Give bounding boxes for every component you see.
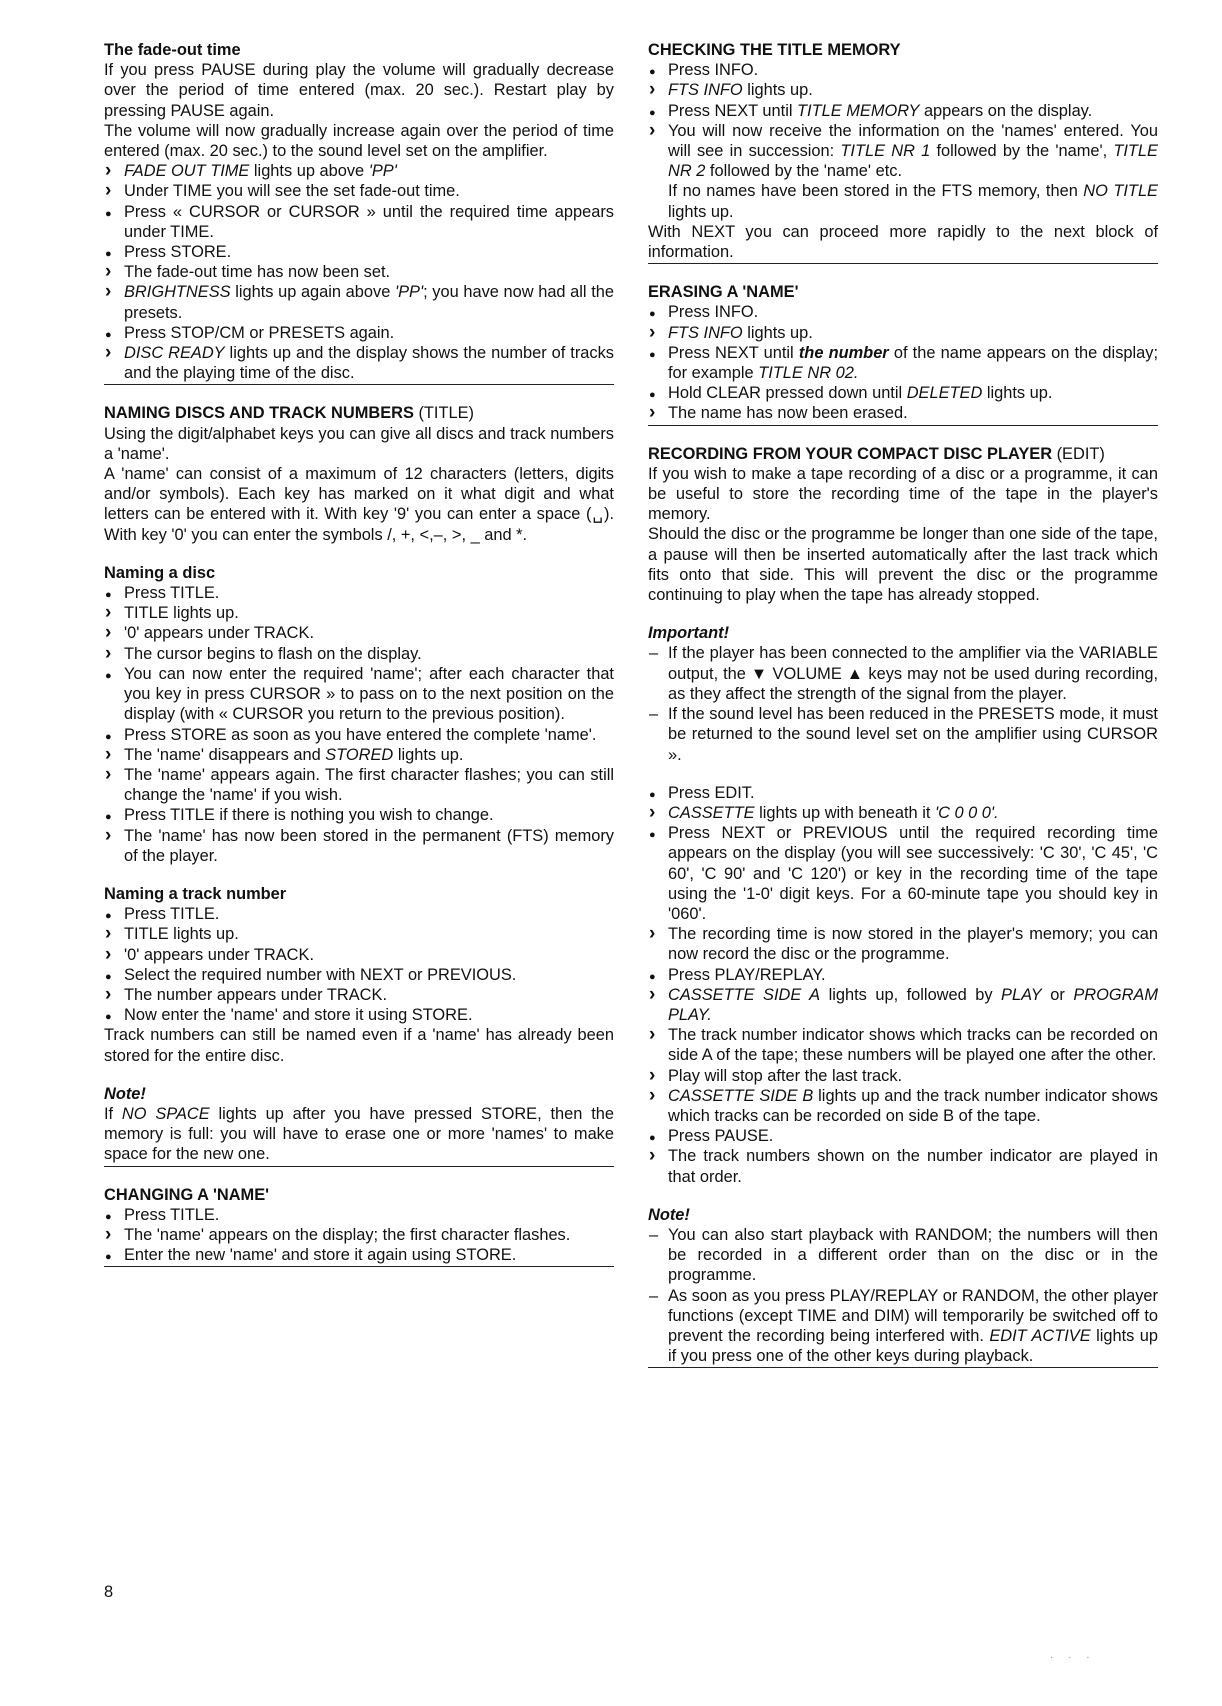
- subsection-title: Naming a track number: [104, 884, 287, 903]
- paragraph: Should the disc or the programme be longer than one side of the tape, a pause will then be inserted automatically after the last track which fits onto that side. This will prevent the disc or the programme continuing to play when the tape has already stopped.: [648, 525, 1158, 605]
- step-list: [104, 904, 614, 1025]
- result-item: › TITLE lights up.: [104, 603, 614, 623]
- note-list: [648, 1225, 1158, 1366]
- step-item: ● Now enter the 'name' and store it using STORE.: [104, 1005, 614, 1025]
- step-list: [648, 60, 1158, 222]
- right-column: [648, 40, 1158, 1386]
- result-item: › '0' appears under TRACK.: [104, 623, 614, 643]
- step-item: ● Press TITLE if there is nothing you wish to change.: [104, 805, 614, 825]
- section-title: NAMING DISCS AND TRACK NUMBERS (TITLE): [104, 404, 475, 423]
- step-list: [104, 1205, 614, 1266]
- section-title: ERASING A 'NAME': [648, 283, 799, 302]
- step-item: ● Press NEXT or PREVIOUS until the required recording time appears on the display (you will see successively: 'C 30', 'C 45', 'C 60', 'C 90' and 'C 120') or key in the recording time of the tape using the '1-0' digit keys. For a 60-minute tape you should key in '060'.: [648, 823, 1158, 924]
- result-item: › The 'name' appears on the display; the first character flashes.: [104, 1225, 614, 1245]
- result-item: › '0' appears under TRACK.: [104, 945, 614, 965]
- section-title: The fade-out time: [104, 41, 241, 59]
- step-item: ● You can now enter the required 'name'; after each character that you key in press CURSOR » to pass on to the next position on the display (with « CURSOR you return to the previous position).: [104, 664, 614, 725]
- paragraph: The volume will now gradually increase again over the period of time entered (max. 20 sec.) to the sound level set on the amplifier.: [104, 121, 614, 161]
- important-item: – If the sound level has been reduced in the PRESETS mode, it must be returned to the sound level set on the amplifier using CURSOR ».: [648, 704, 1158, 765]
- step-item: ● Press TITLE.: [104, 904, 614, 924]
- step-item: ● Press NEXT until TITLE MEMORY appears on the display.: [648, 101, 1158, 121]
- section-title: CHECKING THE TITLE MEMORY: [648, 41, 901, 59]
- result-item: › Play will stop after the last track.: [648, 1066, 1158, 1086]
- section-title: RECORDING FROM YOUR COMPACT DISC PLAYER (EDIT): [648, 444, 1105, 463]
- note-item: – As soon as you press PLAY/REPLAY or RANDOM, the other player functions (except TIME and DIM) will temporarily be switched off to prevent the recording being interfered with. EDIT ACTIVE lights up if you press one of the other keys during playback.: [648, 1286, 1158, 1367]
- result-item: › CASSETTE lights up with beneath it 'C 0 0 0'.: [648, 803, 1158, 823]
- result-item: › TITLE lights up.: [104, 924, 614, 944]
- step-item: ● Select the required number with NEXT or PREVIOUS.: [104, 965, 614, 985]
- naming-section: [104, 403, 614, 1166]
- page-number: 8: [104, 1583, 114, 1601]
- result-item: › DISC READY lights up and the display shows the number of tracks and the playing time of the disc.: [104, 343, 614, 383]
- result-item: › Under TIME you will see the set fade-out time.: [104, 181, 614, 201]
- note-text: If NO SPACE lights up after you have pressed STORE, then the memory is full: you will have to erase one or more 'names' to make space for the new one.: [104, 1104, 614, 1164]
- step-list: [648, 302, 1158, 423]
- result-item: › The 'name' has now been stored in the permanent (FTS) memory of the player.: [104, 826, 614, 866]
- step-item: ● Press TITLE.: [104, 583, 614, 603]
- paragraph: If you press PAUSE during play the volume will gradually decrease over the period of time entered (max. 20 sec.). Restart play by pressing PAUSE again.: [104, 61, 614, 120]
- changing-section: [104, 1185, 614, 1268]
- result-item: › The 'name' appears again. The first character flashes; you can still change the 'name' if you wish.: [104, 765, 614, 805]
- note-title: Note!: [648, 1205, 690, 1224]
- result-item: › The 'name' disappears and STORED lights up.: [104, 745, 614, 765]
- fade-out-section: [104, 40, 614, 385]
- step-item: ● Press PAUSE.: [648, 1126, 1158, 1146]
- step-list: [104, 161, 614, 383]
- note-title: Note!: [104, 1084, 146, 1103]
- important-list: [648, 643, 1158, 764]
- step-item: ● Press INFO.: [648, 302, 1158, 322]
- recording-section: [648, 444, 1158, 1369]
- step-list: [648, 783, 1158, 1187]
- result-item: › CASSETTE SIDE A lights up, followed by PLAY or PROGRAM PLAY.: [648, 985, 1158, 1025]
- result-item: › You will now receive the information on the 'names' entered. You will see in succession: TITLE NR 1 followed by the 'name', TITLE NR 2 followed by the 'name' etc. If no names have been stored in the FTS memory, then NO TITLE lights up.: [648, 121, 1158, 222]
- step-list: [104, 583, 614, 866]
- step-item: ● Press NEXT until the number of the name appears on the display; for example TITLE NR 02.: [648, 343, 1158, 383]
- step-item: ● Press EDIT.: [648, 783, 1158, 803]
- section-title: CHANGING A 'NAME': [104, 1185, 270, 1204]
- result-item: › The number appears under TRACK.: [104, 985, 614, 1005]
- note-item: – You can also start playback with RANDOM; the numbers will then be recorded in a different order than on the disc or in the programme.: [648, 1225, 1158, 1286]
- subsection-title: Naming a disc: [104, 563, 216, 582]
- result-item: › BRIGHTNESS lights up again above 'PP'; you have now had all the presets.: [104, 282, 614, 322]
- result-item: › FTS INFO lights up.: [648, 80, 1158, 100]
- step-item: ● Press PLAY/REPLAY.: [648, 965, 1158, 985]
- important-item: – If the player has been connected to the amplifier via the VARIABLE output, the ▼ VOLUME ▲ keys may not be used during recording, as they affect the strength of the signal from the player.: [648, 643, 1158, 704]
- important-title: Important!: [648, 624, 730, 643]
- step-item: ● Enter the new 'name' and store it again using STORE.: [104, 1245, 614, 1265]
- result-item: › The name has now been erased.: [648, 403, 1158, 423]
- result-item: › FTS INFO lights up.: [648, 323, 1158, 343]
- step-item: ● Press INFO.: [648, 60, 1158, 80]
- scan-specks: · · ·: [1050, 1652, 1096, 1663]
- result-item: › The track numbers shown on the number indicator are played in that order.: [648, 1146, 1158, 1186]
- step-item: ● Hold CLEAR pressed down until DELETED lights up.: [648, 383, 1158, 403]
- paragraph: With NEXT you can proceed more rapidly to the next block of information.: [648, 222, 1158, 262]
- step-item: ● Press STORE.: [104, 242, 614, 262]
- result-item: › The fade-out time has now been set.: [104, 262, 614, 282]
- result-item: › CASSETTE SIDE B lights up and the track number indicator shows which tracks can be recorded on side B of the tape.: [648, 1086, 1158, 1126]
- paragraph: A 'name' can consist of a maximum of 12 characters (letters, digits and/or symbols). Each key has marked on it what digit and what letters can be entered with it. With key '9' you can enter a space (␣). With key '0' you can enter the symbols /, +, <,–, >, _ and *.: [104, 465, 614, 544]
- left-column: [104, 40, 614, 1285]
- erasing-section: [648, 282, 1158, 425]
- checking-section: [648, 40, 1158, 264]
- step-item: ● Press « CURSOR or CURSOR » until the required time appears under TIME.: [104, 202, 614, 242]
- paragraph: Track numbers can still be named even if a 'name' has already been stored for the entire disc.: [104, 1026, 614, 1065]
- step-item: ● Press STOP/CM or PRESETS again.: [104, 323, 614, 343]
- step-item: ● Press STORE as soon as you have entered the complete 'name'.: [104, 725, 614, 745]
- step-item: ● Press TITLE.: [104, 1205, 614, 1225]
- result-item: › The cursor begins to flash on the display.: [104, 644, 614, 664]
- result-item: › The recording time is now stored in the player's memory; you can now record the disc or the programme.: [648, 924, 1158, 964]
- paragraph: Using the digit/alphabet keys you can give all discs and track numbers a 'name'.: [104, 424, 614, 463]
- result-item: › The track number indicator shows which tracks can be recorded on side A of the tape; these numbers will be played one after the other.: [648, 1025, 1158, 1065]
- paragraph: If you wish to make a tape recording of a disc or a programme, it can be useful to store the recording time of the tape in the player's memory.: [648, 464, 1158, 524]
- result-item: › FADE OUT TIME lights up above 'PP': [104, 161, 614, 181]
